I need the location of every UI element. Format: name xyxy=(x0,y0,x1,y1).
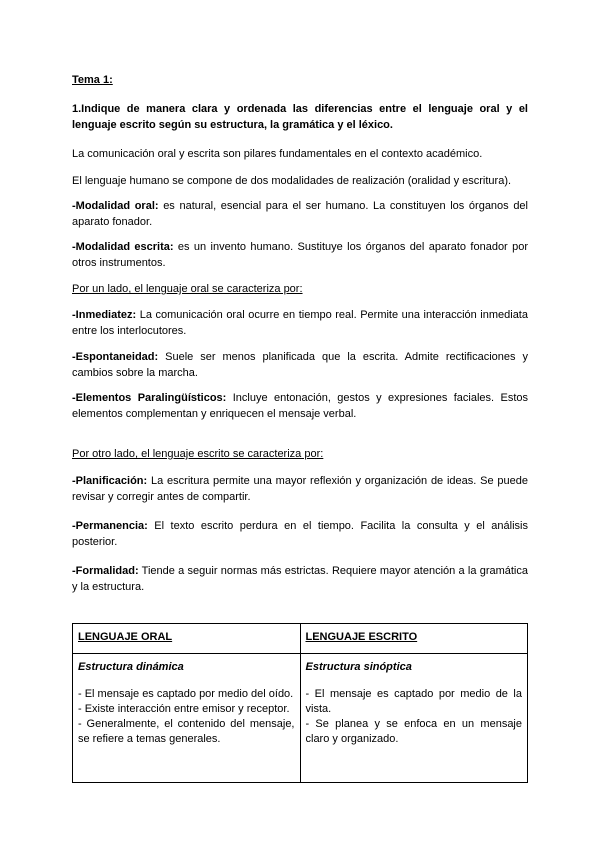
escrito-item-planificacion xyxy=(72,473,528,505)
cell-escrito xyxy=(300,654,528,783)
modalidad-oral xyxy=(72,198,528,230)
term-text: La comunicación oral ocurre en tiempo real. Permite una interacción inmediata entre los interlocutores. xyxy=(72,309,528,337)
term-label: -Inmediatez: xyxy=(72,309,137,321)
oral-item-paralinguisticos xyxy=(72,390,528,422)
oral-item-inmediatez xyxy=(72,307,528,339)
list-item: - El mensaje es captado por medio de la vista. xyxy=(305,688,522,715)
column-header-oral: LENGUAJE ORAL xyxy=(73,624,301,654)
term-label: -Espontaneidad: xyxy=(72,351,159,363)
term-label: -Elementos Paralingüísticos: xyxy=(72,392,227,404)
list-item: - Generalmente, el contenido del mensaje, se refiere a temas generales. xyxy=(78,718,295,745)
cell-subtitle: Estructura dinámica xyxy=(78,661,184,673)
term-text: El texto escrito perdura en el tiempo. Facilita la consulta y el análisis posterior. xyxy=(72,520,528,548)
question-text: 1.Indique de manera clara y ordenada las diferencias entre el lenguaje oral y el lenguaje escrito según su estructura, la gramática y el léxico. xyxy=(72,103,528,131)
cell-oral xyxy=(73,654,301,783)
term-label: -Formalidad: xyxy=(72,565,139,577)
oral-item-espontaneidad xyxy=(72,349,528,381)
term-text: Tiende a seguir normas más estrictas. Requiere mayor atención a la gramática y la estructura. xyxy=(72,565,528,593)
table-row xyxy=(73,654,528,783)
escrito-item-permanencia xyxy=(72,518,528,550)
column-header-escrito: LENGUAJE ESCRITO xyxy=(300,624,528,654)
term-text: Incluye entonación, gestos y expresiones faciales. Estos elementos complementan y enriquecen el mensaje verbal. xyxy=(72,392,529,420)
term-text: es un invento humano. Sustituye los órganos del aparato fonador por otros instrumentos. xyxy=(72,241,528,269)
intro-paragraph-1: La comunicación oral y escrita son pilares fundamentales en el contexto académico. xyxy=(72,148,483,160)
term-label: -Modalidad oral: xyxy=(72,200,159,212)
comparison-table xyxy=(72,623,528,783)
modalidad-escrita xyxy=(72,239,528,271)
list-item: - Existe interacción entre emisor y receptor. xyxy=(78,703,290,715)
escrito-item-formalidad xyxy=(72,563,528,595)
topic-title: Tema 1: xyxy=(72,74,113,86)
oral-section-heading: Por un lado, el lenguaje oral se caracteriza por: xyxy=(72,283,303,295)
cell-subtitle: Estructura sinóptica xyxy=(305,661,412,673)
list-item: - Se planea y se enfoca en un mensaje claro y organizado. xyxy=(305,718,522,745)
term-label: -Planificación: xyxy=(72,475,148,487)
term-label: -Modalidad escrita: xyxy=(72,241,174,253)
term-label: -Permanencia: xyxy=(72,520,148,532)
escrito-section-heading: Por otro lado, el lenguaje escrito se caracteriza por: xyxy=(72,448,324,460)
table-header-row xyxy=(73,624,528,654)
term-text: es natural, esencial para el ser humano. La constituyen los órganos del aparato fonador. xyxy=(72,200,528,228)
list-item: - El mensaje es captado por medio del oído. xyxy=(78,688,294,700)
term-text: Suele ser menos planificada que la escrita. Admite rectificaciones y cambios sobre la marcha. xyxy=(72,351,528,379)
intro-paragraph-2: El lenguaje humano se compone de dos modalidades de realización (oralidad y escritura). xyxy=(72,175,512,187)
term-text: La escritura permite una mayor reflexión y organización de ideas. Se puede revisar y corregir antes de compartir. xyxy=(72,475,528,503)
